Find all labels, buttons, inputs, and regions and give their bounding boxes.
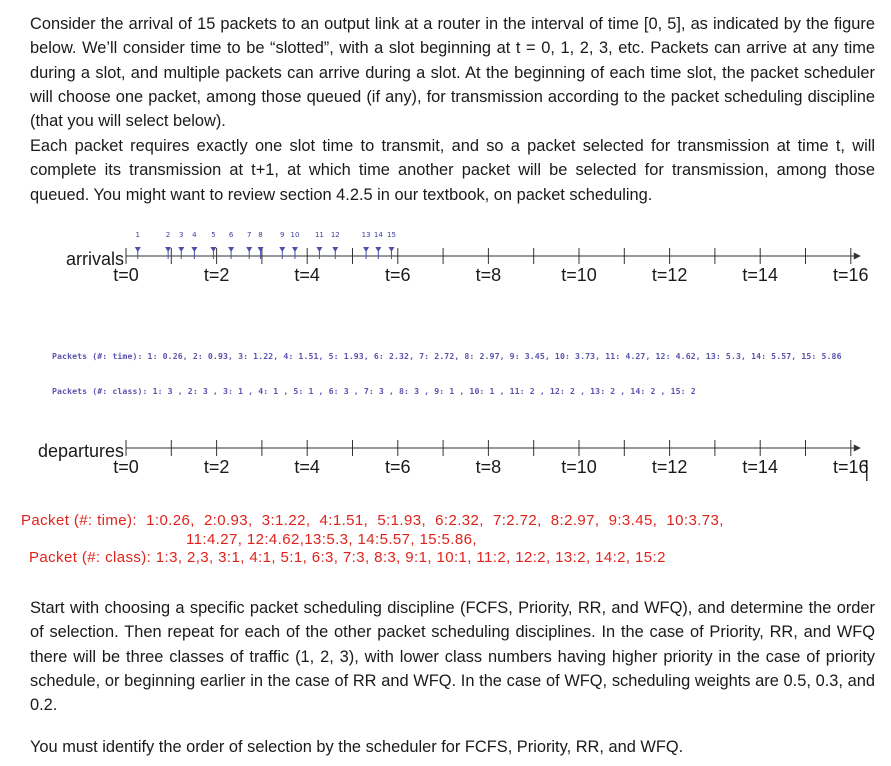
packet-number-label: 1	[135, 231, 141, 239]
departures-axis-arrowhead	[854, 445, 861, 452]
arrivals-tick-label: t=8	[475, 265, 502, 285]
departures-tick-label: t=14	[742, 457, 778, 477]
packet-number-label: 12	[330, 231, 340, 239]
arrivals-label: arrivals	[66, 249, 125, 269]
annotation-time-line-1: Packet (#: time): 1:0.26, 2:0.93, 3:1.22, 4:1.51, 5:1.93, 6:2.32, 7:2.72, 8:2.97, 9:3.45, 10:3.73,	[21, 512, 724, 529]
departures-tick-label: t=12	[651, 457, 688, 477]
instructions-paragraph: Start with choosing a specific packet scheduling discipline (FCFS, Priority, RR, and WFQ), and determine the order of selection. Then repeat for each of the other packet scheduling disciplines. In the case of Priority, RR, and WFQ there will be three classes of traffic (1, 2, 3), with lower class numbers having higher priority in the case of priority schedule, or beginning earlier in the case of RR and WFQ. In the case of WFQ, scheduling weights are 0.5, 0.3, and 0.2.	[30, 599, 875, 715]
annotation-class-line: Packet (#: class): 1:3, 2,3, 3:1, 4:1, 5:1, 6:3, 7:3, 8:3, 9:1, 10:1, 11:2, 12:2, 13:2, 14:2, 15:2	[29, 549, 666, 566]
packet-number-label: 7	[246, 231, 252, 239]
packet-number-label: 13	[361, 231, 371, 239]
packet-number-label: 8	[258, 231, 263, 239]
packet-number-label: 10	[290, 231, 300, 239]
intro-paragraph-2: Each packet requires exactly one slot time to transmit, and so a packet selected for transmission at time t, will complete its transmission at t+1, at which time another packet will be selected for transmission, among those queued. You might want to review section 4.2.5 in our textbook, on packet scheduling.	[30, 137, 875, 204]
packet-number-label: 14	[373, 231, 383, 239]
arrivals-tick-label: t=12	[651, 265, 688, 285]
departures-label: departures	[38, 441, 125, 461]
arrivals-tick-label: t=0	[113, 265, 139, 285]
arrivals-tick-label: t=2	[203, 265, 230, 285]
intro-paragraph-1: Consider the arrival of 15 packets to an output link at a router in the interval of time [0, 5], as indicated by the figure below. We’ll consider time to be “slotted”, with a slot beginning at t = 0, 1, 2, 3, etc. Packets can arrive at any time during a slot, and multiple packets can arrive during a slot. At the beginning of each time slot, the packet scheduler will choose one packet, among those queued (if any), for transmission according to the packet scheduling discipline (that you will select below).	[30, 15, 875, 131]
departures-tick-label: t=10	[561, 457, 597, 477]
packet-number-label: 3	[179, 231, 184, 239]
task-paragraph: You must identify the order of selection by the scheduler for FCFS, Priority, RR, and WFQ.	[30, 738, 684, 756]
departures-tick-label: t=16	[833, 457, 869, 477]
packet-number-label: 11	[314, 231, 324, 239]
annotation-time-line-2: 11:4.27, 12:4.62,13:5.3, 14:5.57, 15:5.86,	[186, 531, 477, 548]
departures-tick-label: t=2	[203, 457, 230, 477]
packet-number-label: 5	[211, 231, 216, 239]
arrivals-timeline	[66, 231, 869, 285]
packet-number-label: 9	[280, 231, 285, 239]
arrivals-axis-arrowhead	[854, 253, 861, 260]
arrivals-tick-label: t=4	[294, 265, 320, 285]
arrivals-tick-label: t=6	[385, 265, 411, 285]
departures-tick-label: t=8	[475, 457, 502, 477]
packet-class-list: Packets (#: class): 1: 3 , 2: 3 , 3: 1 , 4: 1 , 5: 1 , 6: 3 , 7: 3 , 8: 3 , 9: 1 , 10: 1 , 11: 2 , 12: 2 , 13: 2 , 14: 2 , 15: 2	[52, 386, 696, 396]
arrivals-tick-label: t=14	[742, 265, 778, 285]
departures-tick-label: t=6	[385, 457, 411, 477]
departures-timeline	[38, 440, 869, 481]
packet-number-label: 4	[192, 231, 197, 239]
packet-number-label: 6	[228, 231, 234, 239]
arrivals-tick-label: t=16	[833, 265, 869, 285]
departures-tick-label: t=0	[113, 457, 139, 477]
departures-tick-label: t=4	[294, 457, 320, 477]
packet-number-label: 2	[165, 231, 171, 239]
arrivals-tick-label: t=10	[561, 265, 597, 285]
packet-number-label: 15	[386, 231, 396, 239]
packet-time-list: Packets (#: time): 1: 0.26, 2: 0.93, 3: 1.22, 4: 1.51, 5: 1.93, 6: 2.32, 7: 2.72, 8: 2.97, 9: 3.45, 10: 3.73, 11: 4.27, 12: 4.62, 13: 5.3, 14: 5.57, 15: 5.86	[52, 351, 842, 361]
